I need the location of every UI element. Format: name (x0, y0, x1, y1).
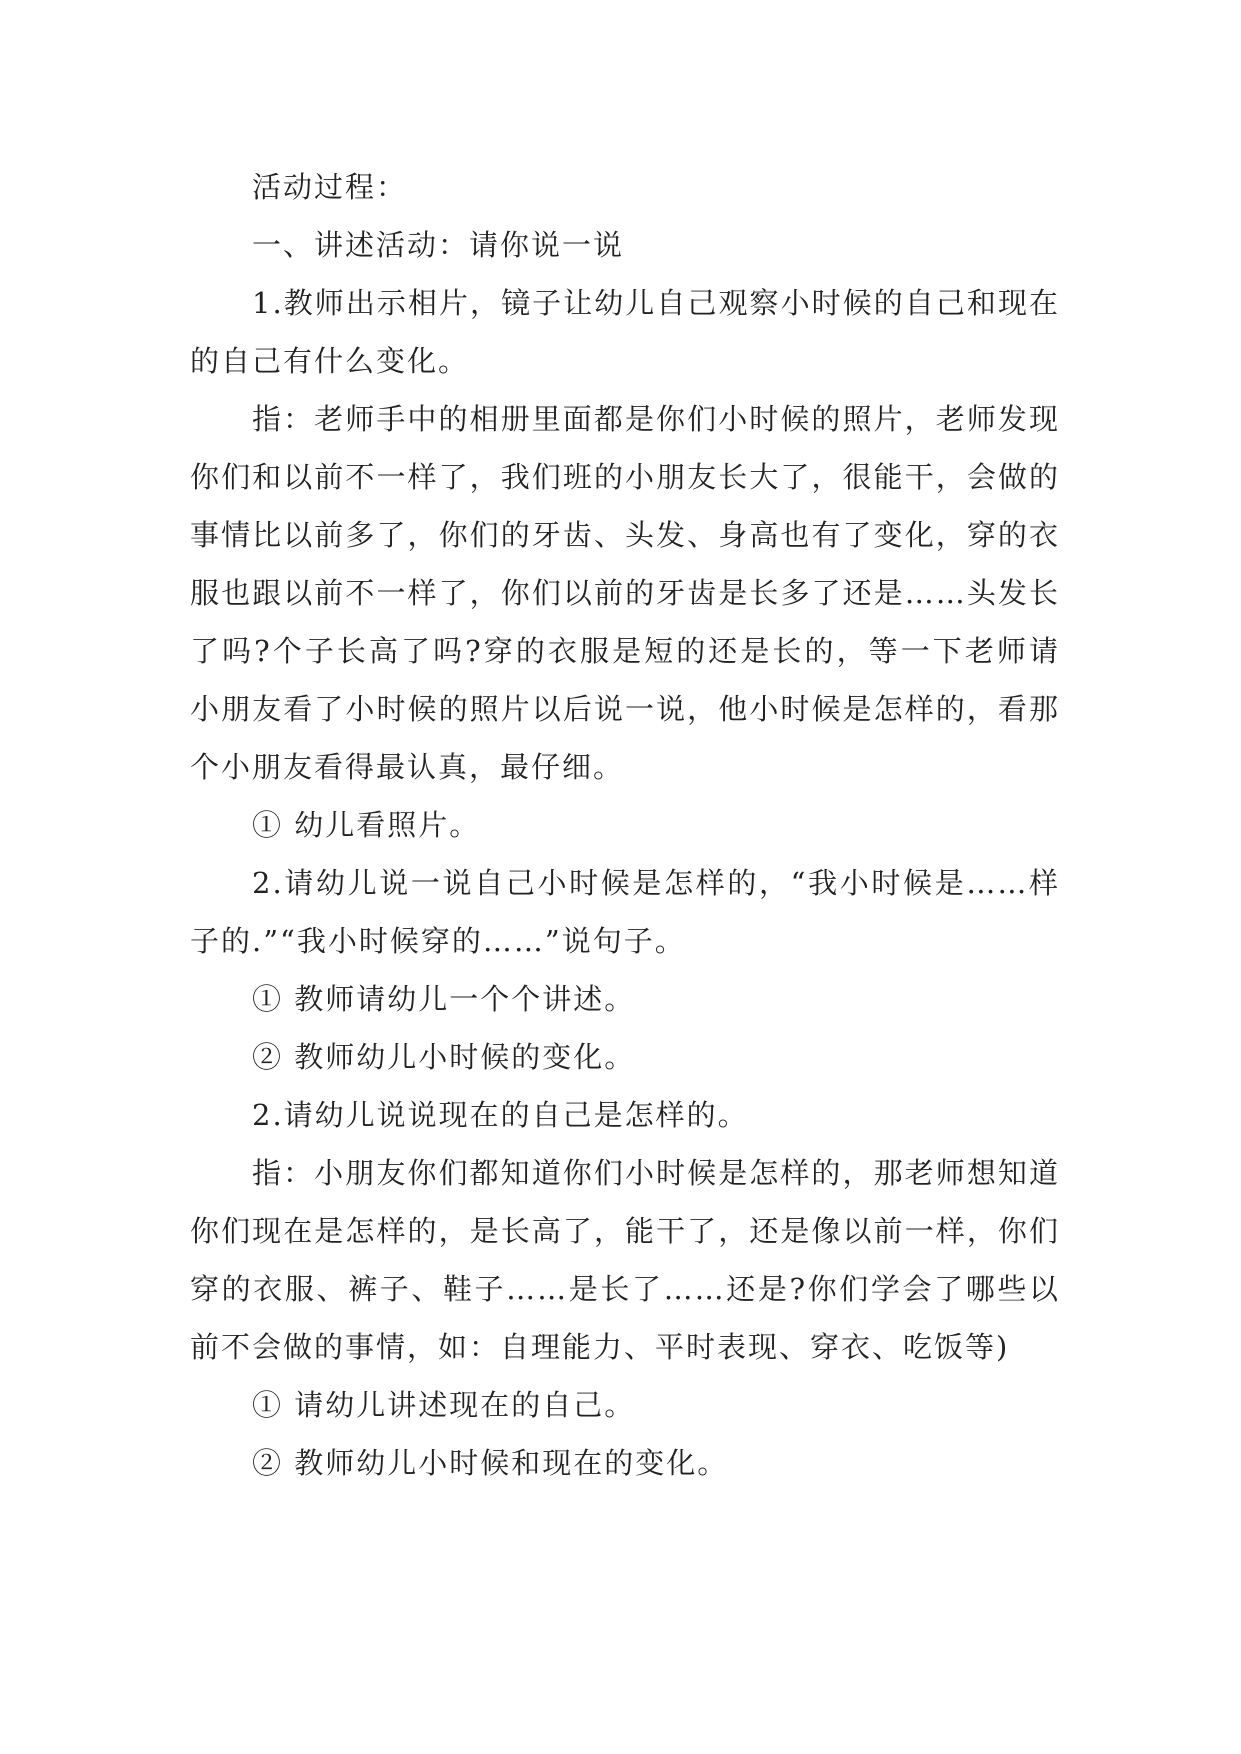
step-paragraph: 2.请幼儿说说现在的自己是怎样的。 (252, 1098, 749, 1132)
list-item: ① 教师请幼儿一个个讲述。 (252, 982, 636, 1016)
step-paragraph: 2.请幼儿说一说自己小时候是怎样的，“我小时候是……样子的.”“我小时候穿的……”说句子。 (190, 866, 1060, 958)
list-item: ① 幼儿看照片。 (252, 808, 481, 842)
guide-paragraph: 指：小朋友你们都知道你们小时候是怎样的，那老师想知道你们现在是怎样的，是长高了，能干了，还是像以前一样，你们穿的衣服、裤子、鞋子……是长了……还是?你们学会了哪些以前不会做的事情，如：自理能力、平时表现、穿衣、吃饭等) (190, 1156, 1060, 1364)
list-item: ② 教师幼儿小时候的变化。 (252, 1040, 636, 1074)
heading-activity-process: 活动过程： (252, 170, 408, 204)
list-item: ② 教师幼儿小时候和现在的变化。 (252, 1446, 729, 1480)
document-body (190, 158, 1060, 1492)
section-heading-storytelling: 一、讲述活动：请你说一说 (252, 228, 625, 262)
step-paragraph: 1.教师出示相片，镜子让幼儿自己观察小时候的自己和现在的自己有什么变化。 (190, 286, 1060, 378)
list-item: ① 请幼儿讲述现在的自己。 (252, 1388, 636, 1422)
guide-paragraph: 指：老师手中的相册里面都是你们小时候的照片，老师发现你们和以前不一样了，我们班的小朋友长大了，很能干，会做的事情比以前多了，你们的牙齿、头发、身高也有了变化，穿的衣服也跟以前不一样了，你们以前的牙齿是长多了还是……头发长了吗?个子长高了吗?穿的衣服是短的还是长的，等一下老师请小朋友看了小时候的照片以后说一说，他小时候是怎样的，看那个小朋友看得最认真，最仔细。 (190, 402, 1060, 784)
